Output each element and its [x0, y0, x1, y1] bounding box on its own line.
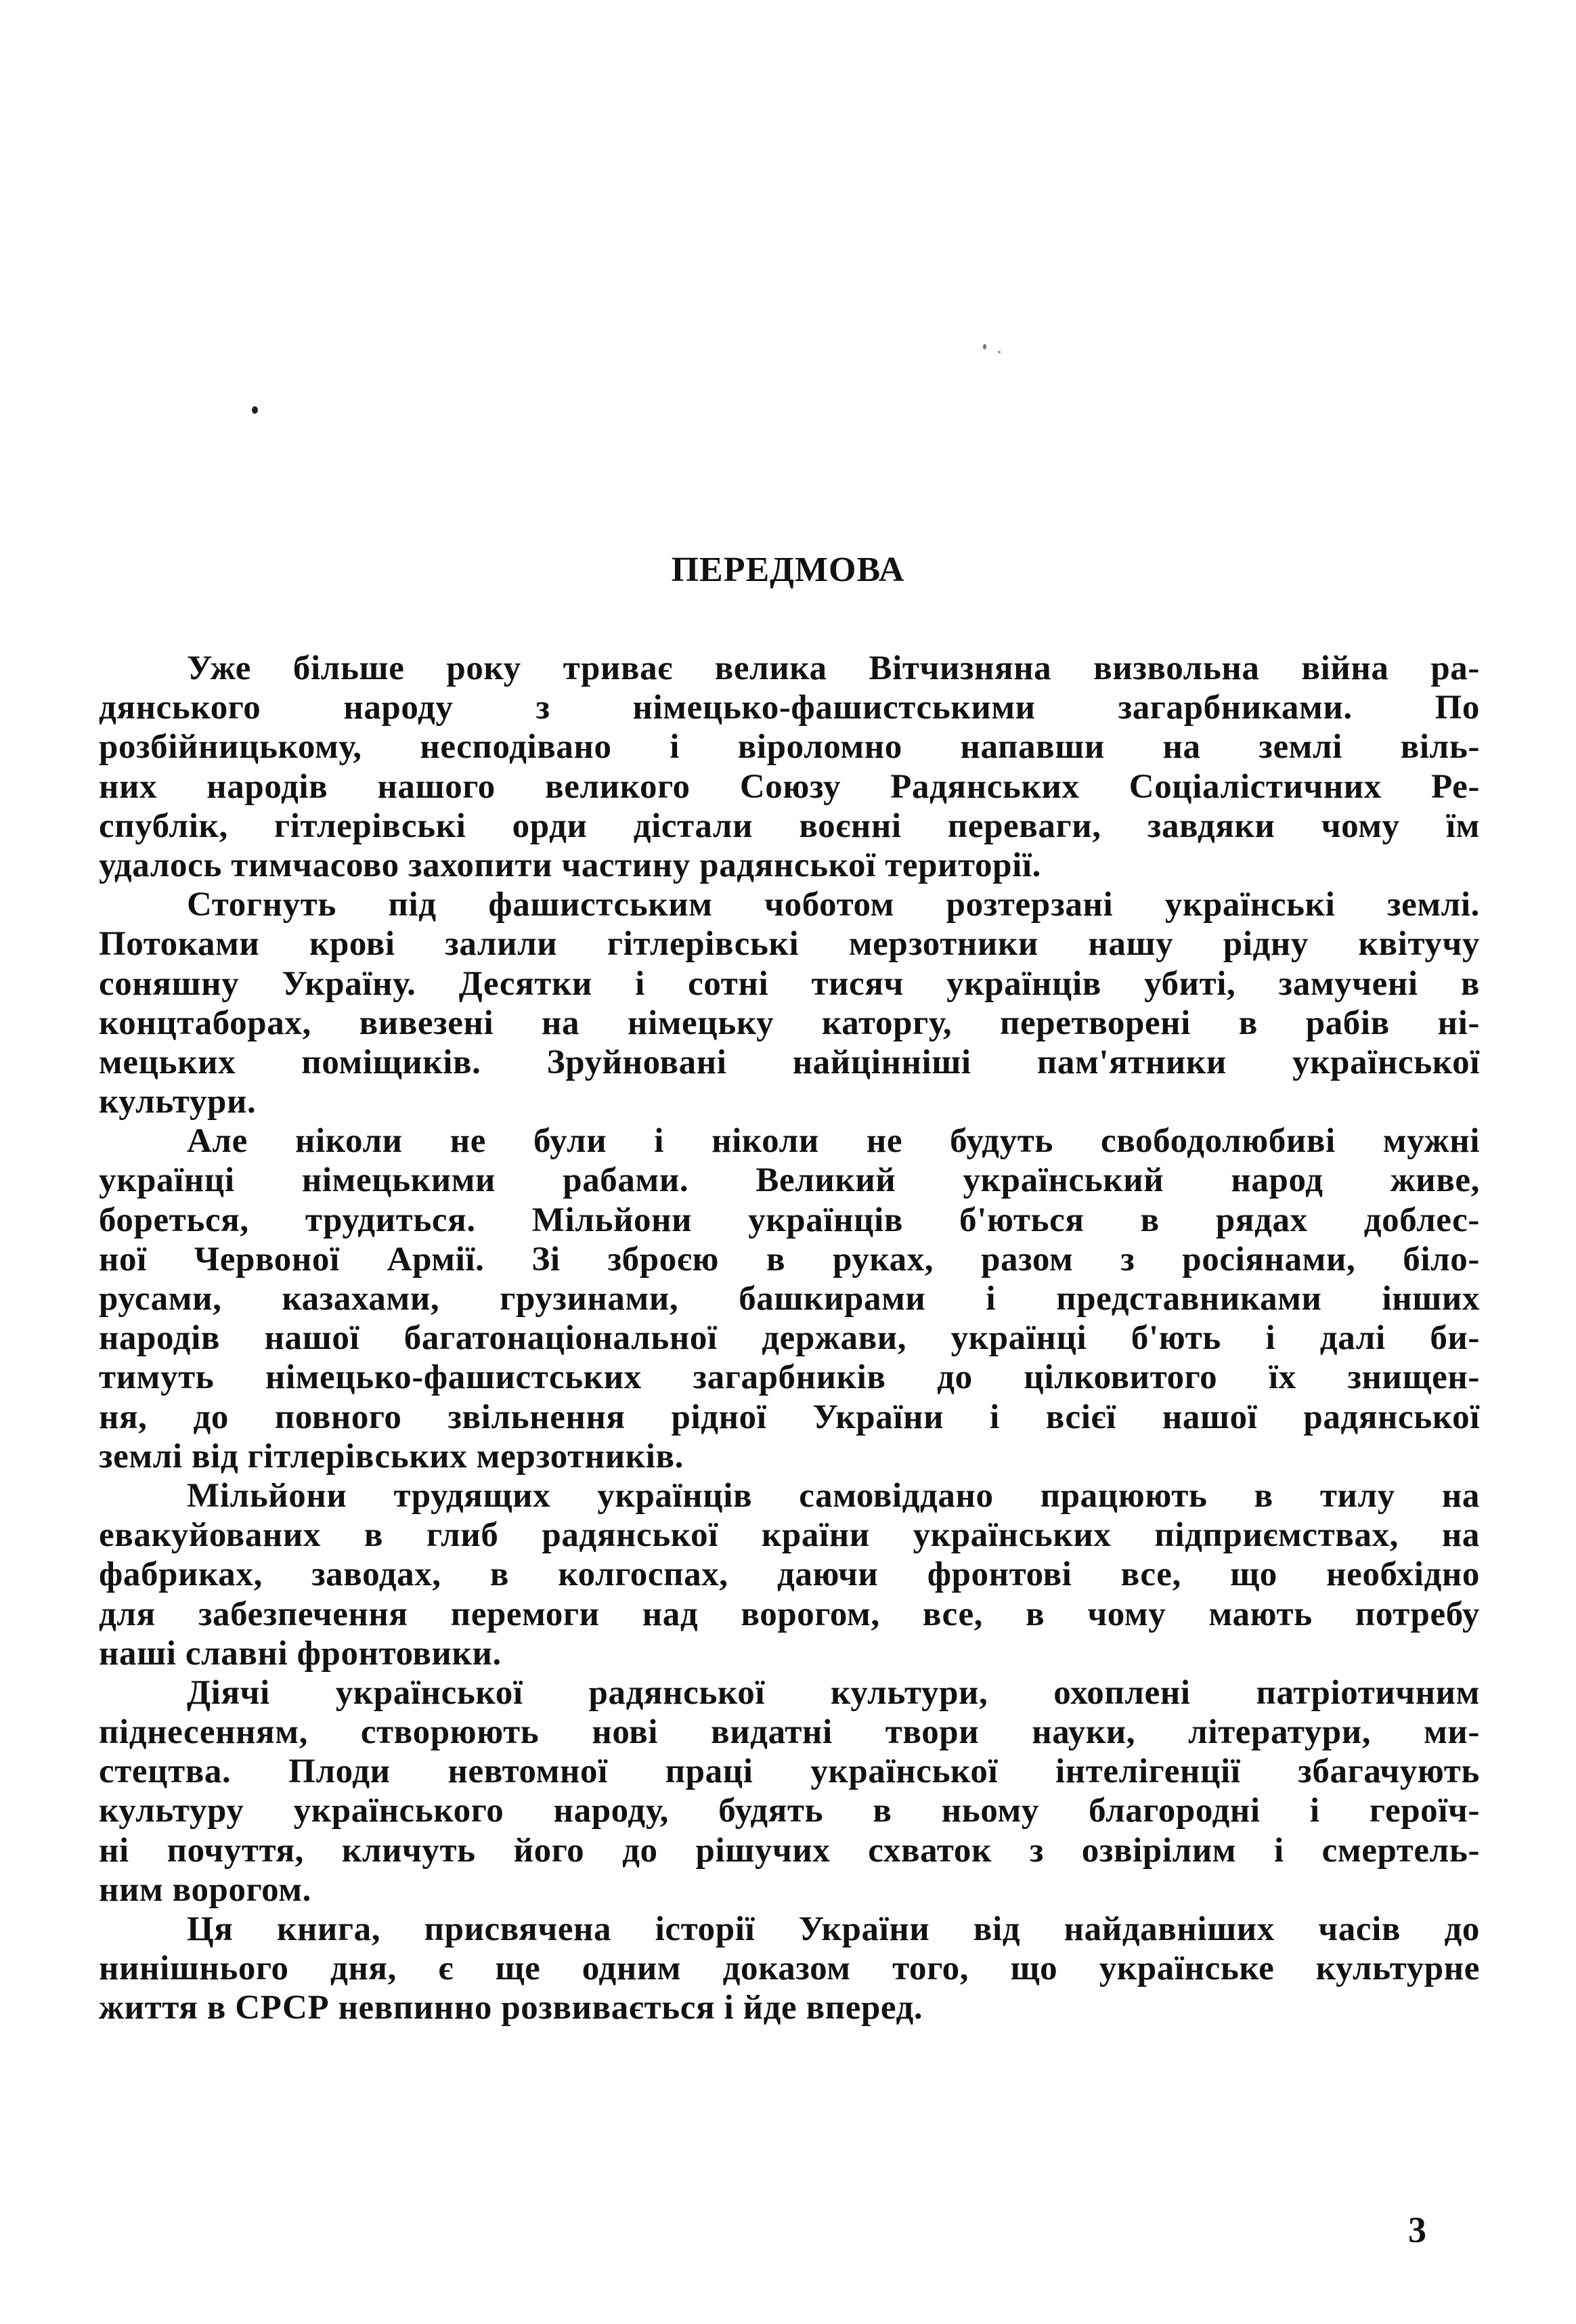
text-line: них народів нашого великого Союзу Радянських Соціалістичних Ре-	[99, 767, 1480, 806]
ink-speck	[983, 344, 986, 349]
text-line: Мільйони трудящих українців самовіддано працюють в тилу на	[187, 1476, 1480, 1515]
text-line: культуру українського народу, будять в ньому благородні і героїч-	[99, 1792, 1480, 1830]
text-line: ної Червоної Армії. Зі зброєю в руках, разом з росіянами, біло-	[99, 1240, 1480, 1278]
text-line: наші славні фронтовики.	[99, 1634, 502, 1673]
text-line: тимуть німецько-фашистських загарбників до цілковитого їх знищен-	[99, 1358, 1480, 1397]
page-number: 3	[1408, 2210, 1426, 2250]
text-line: життя в СРСР невпинно розвивається і йде вперед.	[99, 1989, 923, 2027]
text-line: Діячі української радянської культури, охоплені патріотичним	[187, 1673, 1480, 1712]
text-line: Стогнуть під фашистським чоботом розтерзані українські землі.	[187, 886, 1480, 924]
text-line: концтаборах, вивезені на німецьку каторгу, перетворені в рабів ні-	[99, 1004, 1480, 1042]
text-line: евакуйованих в глиб радянської країни українських підприємствах, на	[99, 1516, 1480, 1555]
text-line: дянського народу з німецько-фашистськими загарбниками. По	[99, 689, 1480, 727]
text-line: нинішнього дня, є ще одним доказом того, що українське культурне	[99, 1950, 1480, 1988]
text-line: ня, до повного звільнення рідної України і всієї нашої радянської	[99, 1398, 1480, 1436]
text-line: українці німецькими рабами. Великий український народ живе,	[99, 1161, 1480, 1200]
paragraph-1	[99, 649, 1480, 885]
text-line: землі від гітлерівських мерзотників.	[99, 1437, 684, 1476]
paragraph-2	[99, 885, 1480, 1121]
text-line: бореться, трудиться. Мільйони українців б'ються в рядах доблес-	[99, 1201, 1480, 1239]
text-line: культури.	[99, 1083, 257, 1121]
text-line: спублік, гітлерівські орди дістали воєнні переваги, завдяки чому їм	[99, 806, 1480, 845]
text-line: ним ворогом.	[99, 1870, 311, 1909]
text-line: Уже більше року триває велика Вітчизняна визвольна війна ра-	[187, 649, 1480, 687]
paragraph-6	[99, 1910, 1480, 2028]
text-line: Але ніколи не були і ніколи не будуть свободолюбиві мужні	[187, 1122, 1480, 1161]
text-line: мецьких поміщиків. Зруйновані найцінніші пам'ятники української	[99, 1043, 1480, 1081]
ink-speck	[998, 351, 1001, 353]
text-line: фабриках, заводах, в колгоспах, даючи фронтові все, що необхідно	[99, 1555, 1480, 1594]
text-line: народів нашої багатонаціональної держави, українці б'ють і далі би-	[99, 1319, 1480, 1358]
paragraph-4	[99, 1476, 1480, 1673]
text-line: розбійницькому, несподівано і віроломно напавши на землі віль-	[99, 728, 1480, 767]
paragraph-5	[99, 1673, 1480, 1910]
ink-speck	[252, 406, 258, 414]
text-line: русами, казахами, грузинами, башкирами і представниками інших	[99, 1280, 1480, 1318]
text-line: Потоками крові залили гітлерівські мерзотники нашу рідну квітучу	[99, 925, 1480, 964]
text-line: ні почуття, кличуть його до рішучих схваток з озвірілим і смертель-	[99, 1831, 1480, 1870]
text-line: удалось тимчасово захопити частину радянської території.	[99, 846, 1041, 884]
text-line: стецтва. Плоди невтомної праці української інтелігенції збагачують	[99, 1752, 1480, 1791]
page-title: ПЕРЕДМОВА	[671, 551, 905, 589]
text-line: Ця книга, присвячена історії України від найдавніших часів до	[187, 1910, 1480, 1948]
paragraph-3	[99, 1121, 1480, 1476]
text-line: соняшну Україну. Десятки і сотні тисяч українців убиті, замучені в	[99, 964, 1480, 1003]
text-line: для забезпечення перемоги над ворогом, все, в чому мають потребу	[99, 1595, 1480, 1633]
text-line: піднесенням, створюють нові видатні твори науки, літератури, ми-	[99, 1713, 1480, 1752]
body-text	[99, 649, 1480, 2028]
